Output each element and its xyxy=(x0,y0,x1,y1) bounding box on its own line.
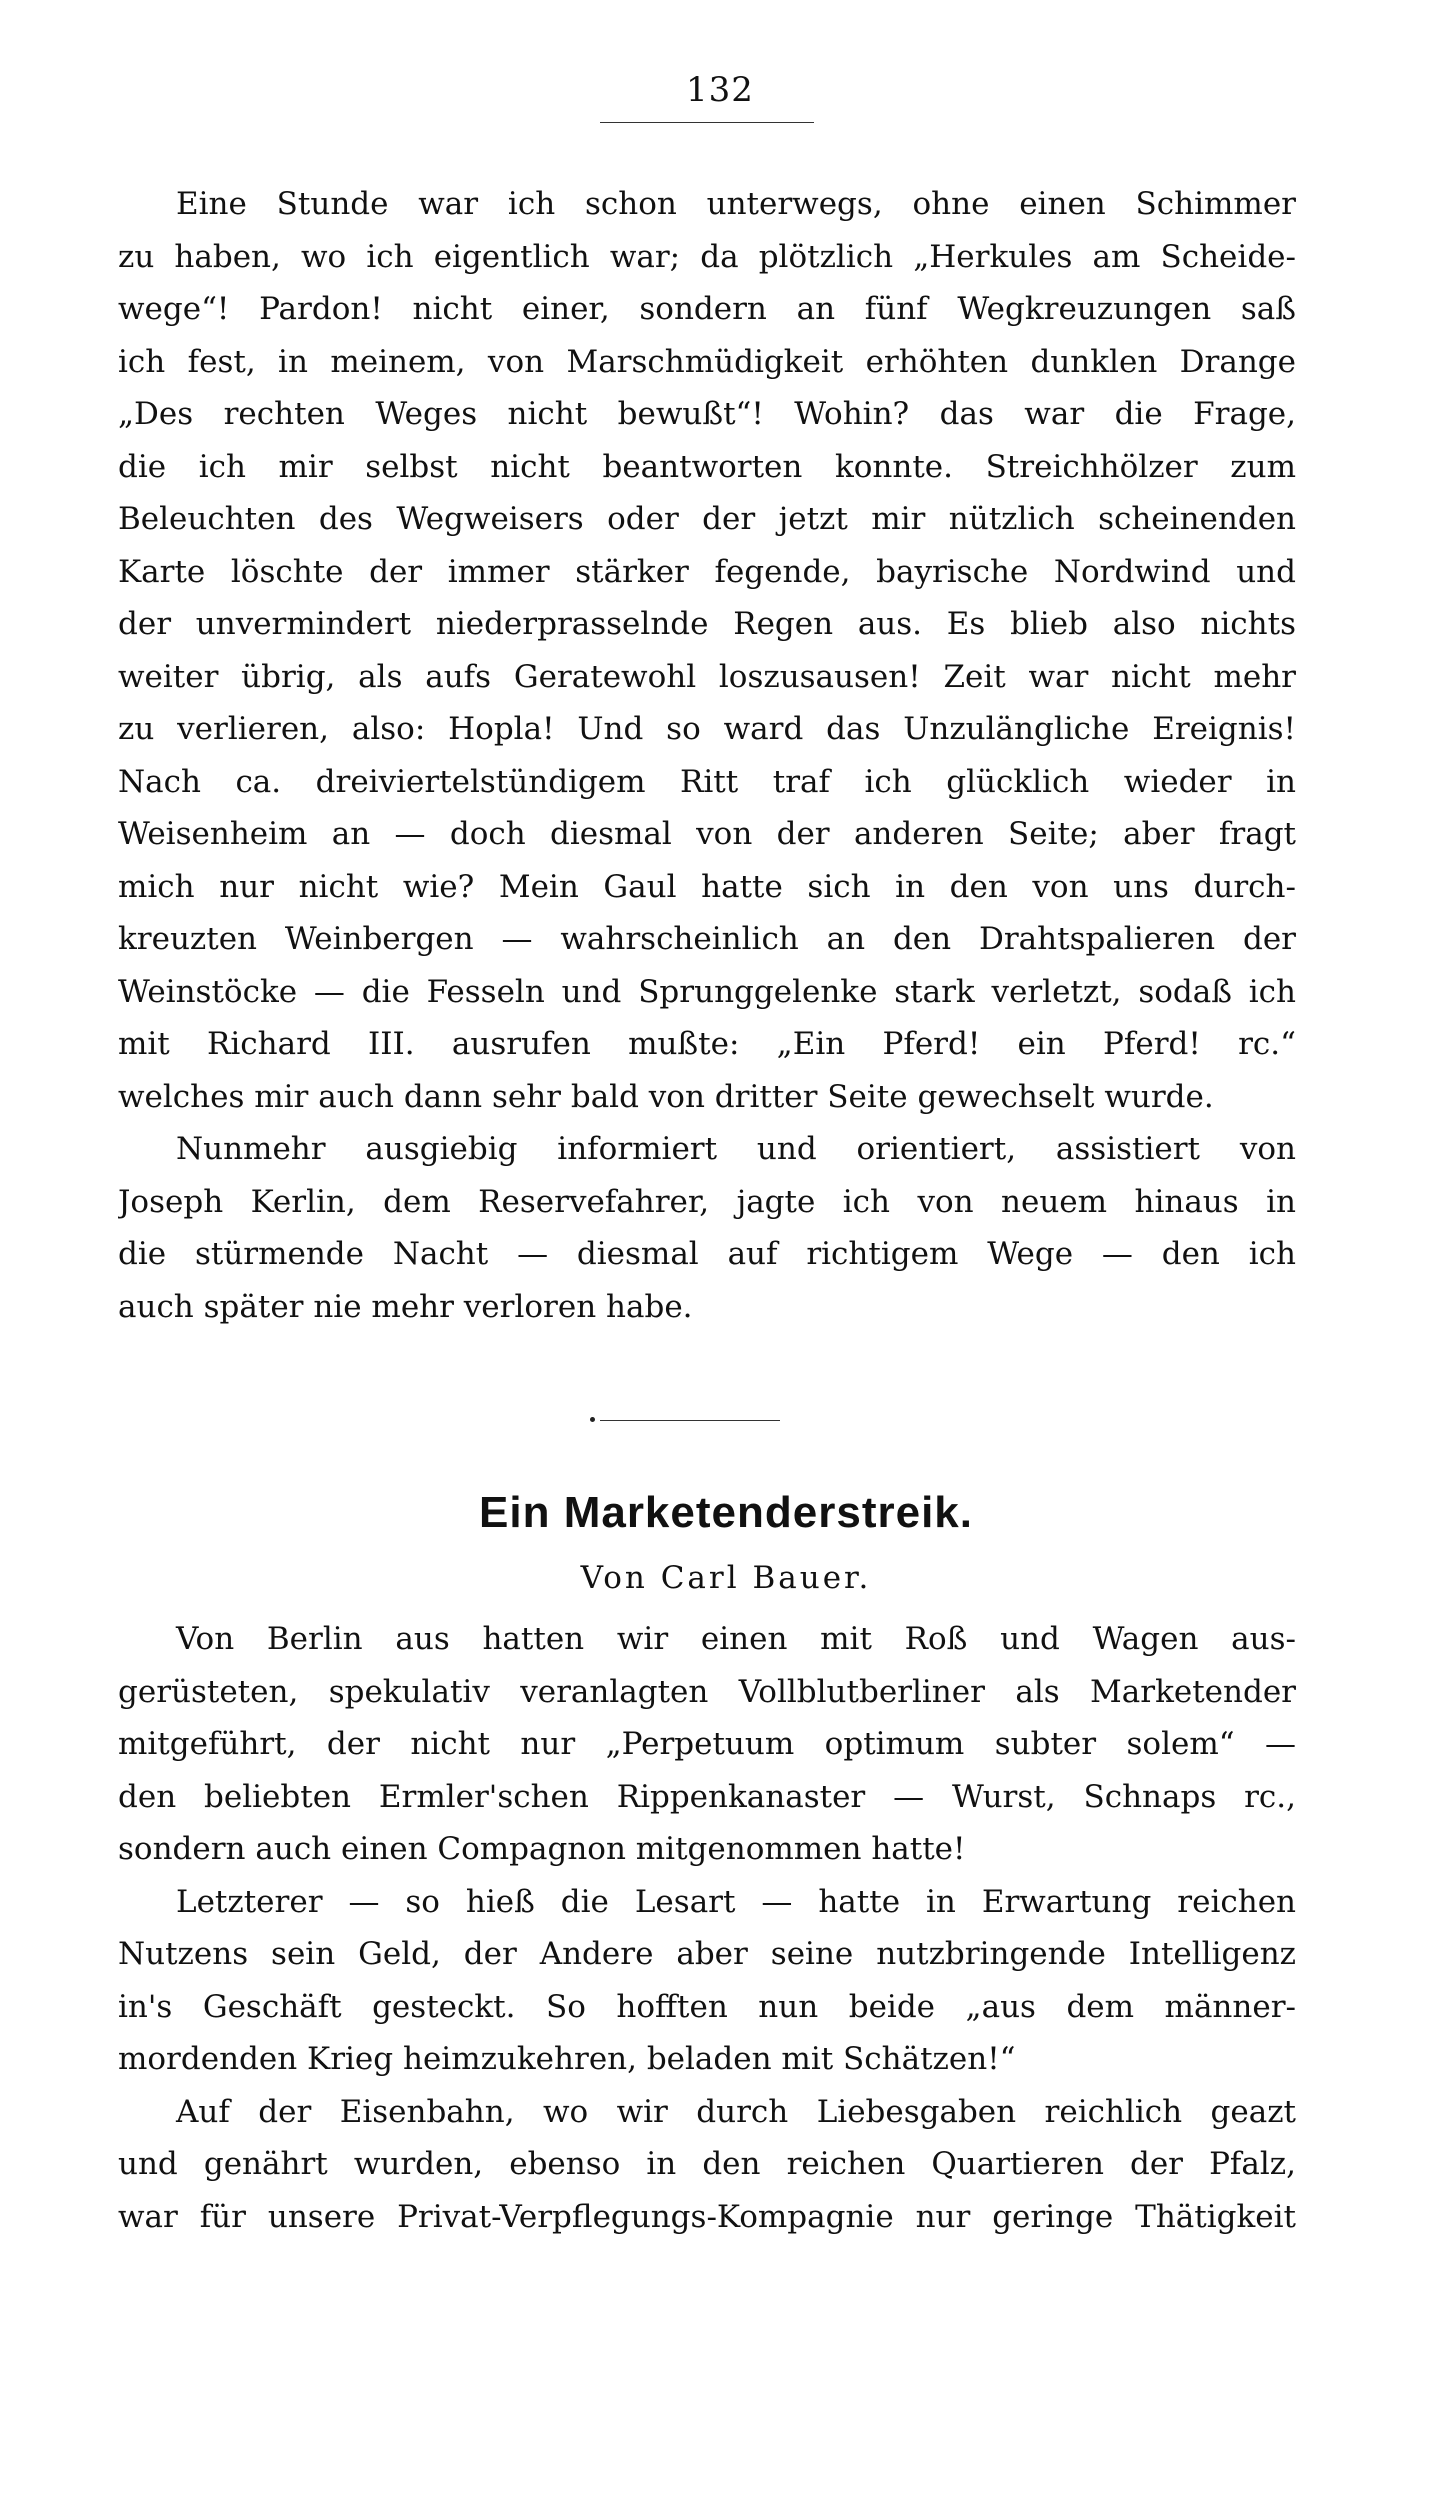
first-section-text xyxy=(118,178,1296,1333)
text-line: die ich mir selbst nicht beantworten konnte. Streichhölzer zum xyxy=(118,448,1296,485)
text-line: Weinstöcke — die Fesseln und Sprunggelenke stark verletzt, sodaß ich xyxy=(118,973,1296,1010)
second-section-text xyxy=(118,1613,1296,2243)
text-line: Nutzens sein Geld, der Andere aber seine nutzbringende Intelligenz xyxy=(118,1936,1296,1972)
text-line: mit Richard III. ausrufen mußte: „Ein Pferd! ein Pferd! rc.“ xyxy=(118,1026,1296,1062)
text-line: Beleuchten des Wegweisers oder der jetzt mir nützlich scheinenden xyxy=(118,501,1296,537)
header-rule xyxy=(600,122,814,123)
text-line: der unvermindert niederprasselnde Regen aus. Es blieb also nichts xyxy=(118,606,1296,642)
chapter-title: Ein Marketenderstreik. xyxy=(479,1488,973,1537)
text-line: weiter übrig, als aufs Geratewohl loszusausen! Zeit war nicht mehr xyxy=(118,658,1296,695)
text-line: ich fest, in meinem, von Marschmüdigkeit erhöhten dunklen Drange xyxy=(118,343,1296,380)
text-line: kreuzten Weinbergen — wahrscheinlich an den Drahtspalieren der xyxy=(118,921,1296,957)
text-line: Letzterer — so hieß die Lesart — hatte in Erwartung reichen xyxy=(176,1883,1296,1920)
text-line: Auf der Eisenbahn, wo wir durch Liebesgaben reichlich geazt xyxy=(176,2093,1296,2130)
text-line: zu haben, wo ich eigentlich war; da plötzlich „Herkules am Scheide- xyxy=(118,238,1296,275)
text-line: Weisenheim an — doch diesmal von der anderen Seite; aber fragt xyxy=(118,816,1296,852)
text-line: sondern auch einen Compagnon mitgenommen hatte! xyxy=(118,1831,966,1867)
text-line: zu verlieren, also: Hopla! Und so ward das Unzulängliche Ereignis! xyxy=(118,711,1296,747)
page-number: 132 xyxy=(686,70,754,110)
text-line: in's Geschäft gesteckt. So hofften nun beide „aus dem männer- xyxy=(118,1988,1296,2025)
text-line: gerüsteten, spekulativ veranlagten Vollblutberliner als Marketender xyxy=(118,1673,1296,1710)
text-line: mitgeführt, der nicht nur „Perpetuum optimum subter solem“ — xyxy=(118,1726,1296,1762)
text-line: den beliebten Ermler'schen Rippenkanaster — Wurst, Schnaps rc., xyxy=(118,1778,1296,1815)
text-line: Nach ca. dreiviertelstündigem Ritt traf ich glücklich wieder in xyxy=(118,763,1296,800)
text-line: mich nur nicht wie? Mein Gaul hatte sich in den von uns durch- xyxy=(118,868,1296,905)
text-line: Eine Stunde war ich schon unterwegs, ohne einen Schimmer xyxy=(176,186,1296,222)
text-line: welches mir auch dann sehr bald von dritter Seite gewechselt wurde. xyxy=(118,1078,1214,1115)
text-line: mordenden Krieg heimzukehren, beladen mit Schätzen!“ xyxy=(118,2041,1016,2077)
author-byline: Von Carl Bauer. xyxy=(580,1560,872,1596)
text-line: Karte löschte der immer stärker fegende, bayrische Nordwind und xyxy=(118,553,1296,590)
text-line: „Des rechten Weges nicht bewußt“! Wohin? das war die Frage, xyxy=(118,396,1296,432)
text-line: auch später nie mehr verloren habe. xyxy=(118,1288,693,1325)
text-line: und genährt wurden, ebenso in den reichen Quartieren der Pfalz, xyxy=(118,2146,1296,2182)
text-line: die stürmende Nacht — diesmal auf richtigem Wege — den ich xyxy=(118,1236,1296,1272)
section-separator-rule xyxy=(600,1420,780,1421)
separator-dot xyxy=(590,1417,595,1422)
text-line: Von Berlin aus hatten wir einen mit Roß und Wagen aus- xyxy=(176,1621,1296,1657)
text-line: war für unsere Privat-Verpflegungs-Kompagnie nur geringe Thätigkeit xyxy=(118,2198,1296,2235)
text-line: Nunmehr ausgiebig informiert und orientiert, assistiert von xyxy=(176,1131,1296,1167)
text-line: Joseph Kerlin, dem Reservefahrer, jagte ich von neuem hinaus in xyxy=(118,1183,1296,1220)
text-line: wege“! Pardon! nicht einer, sondern an fünf Wegkreuzungen saß xyxy=(118,291,1296,327)
